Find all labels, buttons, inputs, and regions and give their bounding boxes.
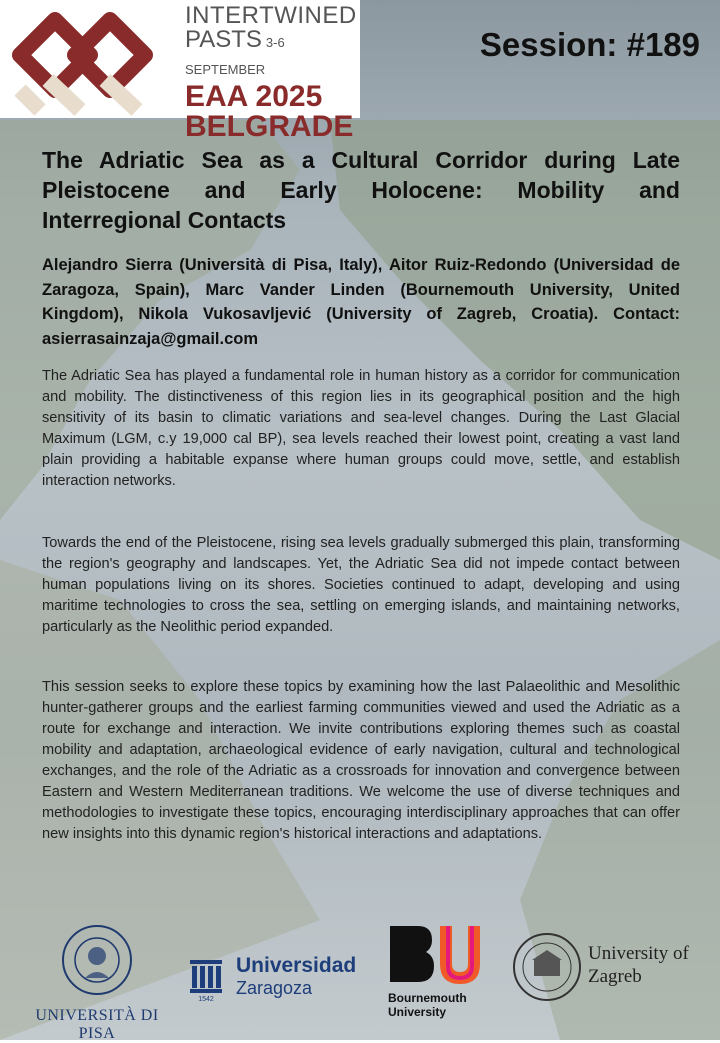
university-of-zagreb-logo bbox=[512, 932, 689, 1007]
zaragoza-name-line1: Universidad bbox=[236, 954, 357, 977]
zagreb-name bbox=[588, 942, 718, 988]
eaa-pasts: PASTS bbox=[185, 26, 262, 53]
bu-name-line1: Bournemouth bbox=[388, 991, 467, 1005]
zaragoza-name-line2: Zaragoza bbox=[236, 978, 313, 998]
session-number: Session: #189 bbox=[479, 26, 700, 63]
pisa-seal-icon bbox=[57, 922, 137, 998]
eaa-knot-logo bbox=[0, 0, 175, 118]
session-title: The Adriatic Sea as a Cultural Corridor during Late Pleistocene and Early Holocene: Mobility and Interregional Contacts bbox=[42, 147, 680, 233]
abstract-paragraph-1: The Adriatic Sea has played a fundamental role in human history as a corridor for communication and mobility. The distinctiveness of this region lies in its geographical position and the high sensitivity of its basin to climatic variations and sea-level changes. During the Last Glacial Maximum (LGM, c.y 19,000 cal BP), sea levels reached their lowest point, creating a vast land plain providing a habitable expanse where human groups could move, settle, and establish interaction networks. bbox=[42, 368, 680, 489]
eaa-title-line1: INTERTWINED bbox=[185, 2, 357, 29]
universidad-zaragoza-logo bbox=[188, 954, 357, 1007]
bu-name bbox=[388, 991, 488, 1019]
zagreb-name-line1: University of bbox=[588, 943, 689, 964]
eaa-title-line3: EAA 2025 bbox=[185, 80, 323, 113]
contact-email: Contact: asierrasainzaja@gmail.com bbox=[42, 305, 680, 348]
abstract-paragraph-2: Towards the end of the Pleistocene, rising sea levels gradually submerged this plain, transforming the region's geography and landscapes. Yet, the Adriatic Sea did not impede contact between human populations living on its shores. Societies continued to adapt, developing and using maritime technologies to cross the sea, settling on emerging islands, and maintaining networks, particularly as the Neolithic period expanded. bbox=[42, 535, 680, 635]
eaa-title-line4: BELGRADE bbox=[185, 110, 354, 143]
zaragoza-year: 1542 bbox=[198, 996, 214, 1002]
authors-block bbox=[42, 253, 680, 351]
zagreb-seal-icon bbox=[512, 932, 582, 1002]
authors-list: Alejandro Sierra (Università di Pisa, Italy), Aitor Ruiz-Redondo (Universidad de Zaragoza, Spain), Marc Vander Linden (Bournemouth University, United Kingdom), Nikola Vukosavljević (University of Zagreb, Croatia). bbox=[42, 256, 680, 323]
bu-name-line2: University bbox=[388, 1005, 447, 1019]
eaa-dates: 3-6 SEPTEMBER bbox=[185, 35, 285, 77]
eaa-logo-panel bbox=[0, 0, 360, 143]
eaa-conference-name bbox=[185, 4, 360, 142]
bournemouth-university-logo bbox=[388, 924, 488, 1019]
partner-logos bbox=[0, 918, 720, 1040]
abstract-paragraph-3: This session seeks to explore these topics by examining how the last Palaeolithic and Mesolithic hunter-gatherer groups and the earliest farming communities viewed and used the Adriatic as a route for exchange and interaction. We invite contributions exploring themes such as coastal mobility and adaptation, archaeological evidence of early navigation, cultural and technological exchanges, and the role of the Adriatic as a crossroads for innovation and convergence between Eastern and Western Mediterranean traditions. We welcome the use of diverse techniques and methodologies to investigate these topics, encouraging interdisciplinary approaches that can offer new insights into this dynamic region's historical interactions and adaptations. bbox=[42, 679, 680, 842]
zagreb-name-line2: Zagreb bbox=[588, 966, 642, 987]
zaragoza-building-icon bbox=[188, 954, 224, 1002]
university-of-pisa-logo bbox=[22, 922, 172, 1043]
eaa-title-line2 bbox=[185, 28, 360, 82]
bu-letters-icon bbox=[388, 924, 484, 986]
pisa-name: UNIVERSITÀ DI PISA bbox=[35, 1007, 159, 1042]
